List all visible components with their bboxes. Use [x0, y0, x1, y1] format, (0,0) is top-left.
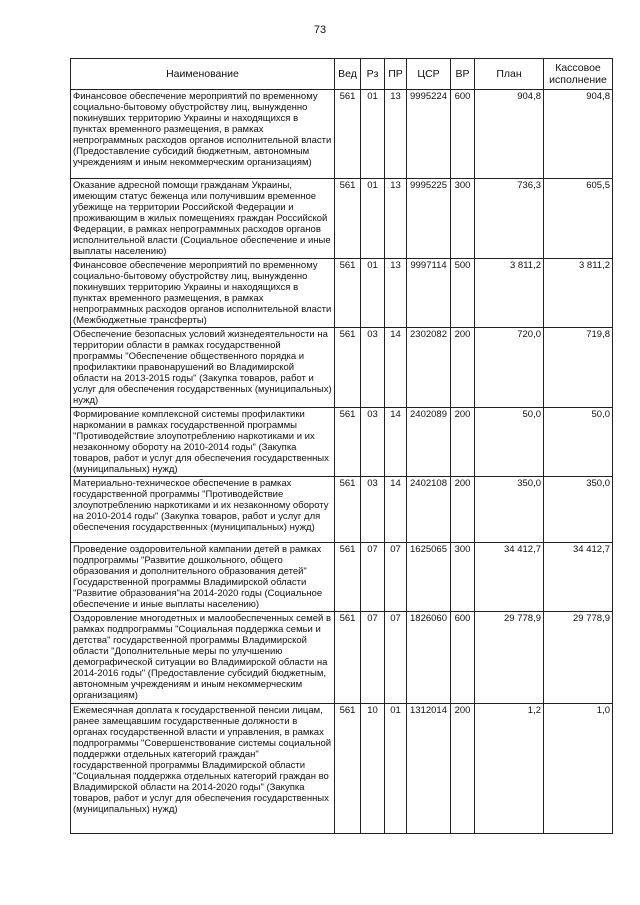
cell-name: Формирование комплексной системы профилактики наркомании в рамках государственной программы "Противодействие злоупотреблению наркотиками и их незаконному обороту на 2010-2014 годы" (Закупка товаров, работ и услуг для обеспечения государственных (муниципальных) нужд) [71, 408, 335, 477]
header-name: Наименование [71, 59, 335, 90]
cell-exec: 3 811,2 [544, 259, 613, 328]
cell-name: Материально-техническое обеспечение в рамках государственной программы "Противодействие злоупотреблению наркотиками и их незаконному обороту на 2010-2014 годы" (Закупка товаров, работ и услуг для обеспечения государственных (муниципальных) нужд) [71, 477, 335, 543]
header-csr: ЦСР [407, 59, 451, 90]
cell-plan: 720,0 [475, 328, 544, 408]
header-rz: Рз [361, 59, 385, 90]
cell-name: Оказание адресной помощи гражданам Украины, имеющим статус беженца или получившим временное убежище на территории Российской Федерации и проживающим в жилых помещениях граждан Российской Федерации, в рамках непрограммных расходов органов исполнительной власти (Социальное обеспечение и иные выплаты населению) [71, 179, 335, 259]
cell-exec: 1,0 [544, 704, 613, 834]
table-row [71, 90, 613, 179]
cell-rz: 03 [361, 408, 385, 477]
cell-vr: 500 [451, 259, 475, 328]
cell-csr: 9995224 [407, 90, 451, 179]
cell-exec: 50,0 [544, 408, 613, 477]
cell-pr: 01 [385, 704, 407, 834]
cell-name: Финансовое обеспечение мероприятий по временному социально-бытовому обустройству лиц, вынужденно покинувших территорию Украины и находящихся в пунктах временного размещения, в рамках непрограммных расходов органов исполнительной власти (Межбюджетные трансферты) [71, 259, 335, 328]
cell-exec: 29 778,9 [544, 612, 613, 704]
cell-plan: 350,0 [475, 477, 544, 543]
cell-csr: 2302082 [407, 328, 451, 408]
cell-pr: 07 [385, 612, 407, 704]
cell-vr: 300 [451, 543, 475, 612]
header-plan: План [475, 59, 544, 90]
header-vr: ВР [451, 59, 475, 90]
cell-rz: 01 [361, 179, 385, 259]
table-header-row [71, 59, 613, 90]
cell-ved: 561 [335, 704, 361, 834]
cell-pr: 13 [385, 259, 407, 328]
cell-csr: 1312014 [407, 704, 451, 834]
cell-csr: 1625065 [407, 543, 451, 612]
cell-ved: 561 [335, 259, 361, 328]
cell-name: Ежемесячная доплата к государственной пенсии лицам, ранее замещавшим государственные должности в органах государственной власти и управления, в рамках подпрограммы "Совершенствование системы социальной поддержки отдельных категорий граждан" государственной программы Владимирской области "Социальная поддержка отдельных категорий граждан во Владимирской области на 2014-2020 годы" (Закупка товаров, работ и услуг для обеспечения государственных (муниципальных) нужд) [71, 704, 335, 834]
table-row [71, 543, 613, 612]
cell-name: Финансовое обеспечение мероприятий по временному социально-бытовому обустройству лиц, вынужденно покинувших территорию Украины и находящихся в пунктах временного размещения, в рамках непрограммных расходов органов исполнительной власти (Предоставление субсидий бюджетным, автономным учреждениям и иным некоммерческим организациям) [71, 90, 335, 179]
cell-ved: 561 [335, 408, 361, 477]
cell-exec: 719,8 [544, 328, 613, 408]
cell-vr: 600 [451, 90, 475, 179]
cell-csr: 2402108 [407, 477, 451, 543]
cell-pr: 13 [385, 179, 407, 259]
cell-name: Проведение оздоровительной кампании детей в рамках подпрограммы "Развитие дошкольного, общего образования и дополнительного образования детей" Государственной программы Владимирской области "Развитие образования"на 2014-2020 годы (Социальное обеспечение и иные выплаты населению) [71, 543, 335, 612]
cell-exec: 350,0 [544, 477, 613, 543]
cell-plan: 1,2 [475, 704, 544, 834]
cell-ved: 561 [335, 90, 361, 179]
cell-ved: 561 [335, 543, 361, 612]
cell-plan: 904,8 [475, 90, 544, 179]
cell-csr: 2402089 [407, 408, 451, 477]
cell-plan: 34 412,7 [475, 543, 544, 612]
cell-vr: 200 [451, 477, 475, 543]
table-row [71, 328, 613, 408]
table-row [71, 612, 613, 704]
cell-vr: 200 [451, 704, 475, 834]
table-row [71, 704, 613, 834]
cell-vr: 300 [451, 179, 475, 259]
cell-pr: 07 [385, 543, 407, 612]
cell-csr: 9995225 [407, 179, 451, 259]
table-row [71, 179, 613, 259]
cell-exec: 34 412,7 [544, 543, 613, 612]
cell-csr: 9997114 [407, 259, 451, 328]
cell-rz: 01 [361, 90, 385, 179]
cell-name: Оздоровление многодетных и малообеспеченных семей в рамках подпрограммы "Социальная поддержка семьи и детства" государственной программы Владимирской области "Дополнительные меры по улучшению демографической ситуации во Владимирской области на 2014-2016 годы" (Предоставление субсидий бюджетным, автономным учреждениям и иным некоммерческим организациям) [71, 612, 335, 704]
cell-rz: 10 [361, 704, 385, 834]
cell-pr: 14 [385, 408, 407, 477]
cell-ved: 561 [335, 612, 361, 704]
cell-vr: 200 [451, 328, 475, 408]
cell-rz: 03 [361, 328, 385, 408]
cell-rz: 07 [361, 612, 385, 704]
header-exec: Кассовое исполнение [544, 59, 613, 90]
cell-ved: 561 [335, 328, 361, 408]
cell-vr: 200 [451, 408, 475, 477]
table-row [71, 408, 613, 477]
header-ved: Вед [335, 59, 361, 90]
cell-rz: 07 [361, 543, 385, 612]
cell-csr: 1826060 [407, 612, 451, 704]
cell-name: Обеспечение безопасных условий жизнедеятельности на территории области в рамках государственной программы "Обеспечение общественного порядка и профилактики правонарушений во Владимирской области на 2013-2015 годы" (Закупка товаров, работ и услуг для обеспечения государственных (муниципальных) нужд) [71, 328, 335, 408]
cell-pr: 13 [385, 90, 407, 179]
cell-ved: 561 [335, 477, 361, 543]
cell-pr: 14 [385, 477, 407, 543]
cell-rz: 03 [361, 477, 385, 543]
cell-plan: 29 778,9 [475, 612, 544, 704]
cell-pr: 14 [385, 328, 407, 408]
page-number: 73 [313, 24, 327, 36]
cell-rz: 01 [361, 259, 385, 328]
cell-vr: 600 [451, 612, 475, 704]
cell-plan: 736,3 [475, 179, 544, 259]
cell-exec: 904,8 [544, 90, 613, 179]
table-row [71, 259, 613, 328]
budget-table [70, 58, 613, 834]
header-pr: ПР [385, 59, 407, 90]
cell-ved: 561 [335, 179, 361, 259]
cell-plan: 50,0 [475, 408, 544, 477]
table-row [71, 477, 613, 543]
cell-exec: 605,5 [544, 179, 613, 259]
cell-plan: 3 811,2 [475, 259, 544, 328]
